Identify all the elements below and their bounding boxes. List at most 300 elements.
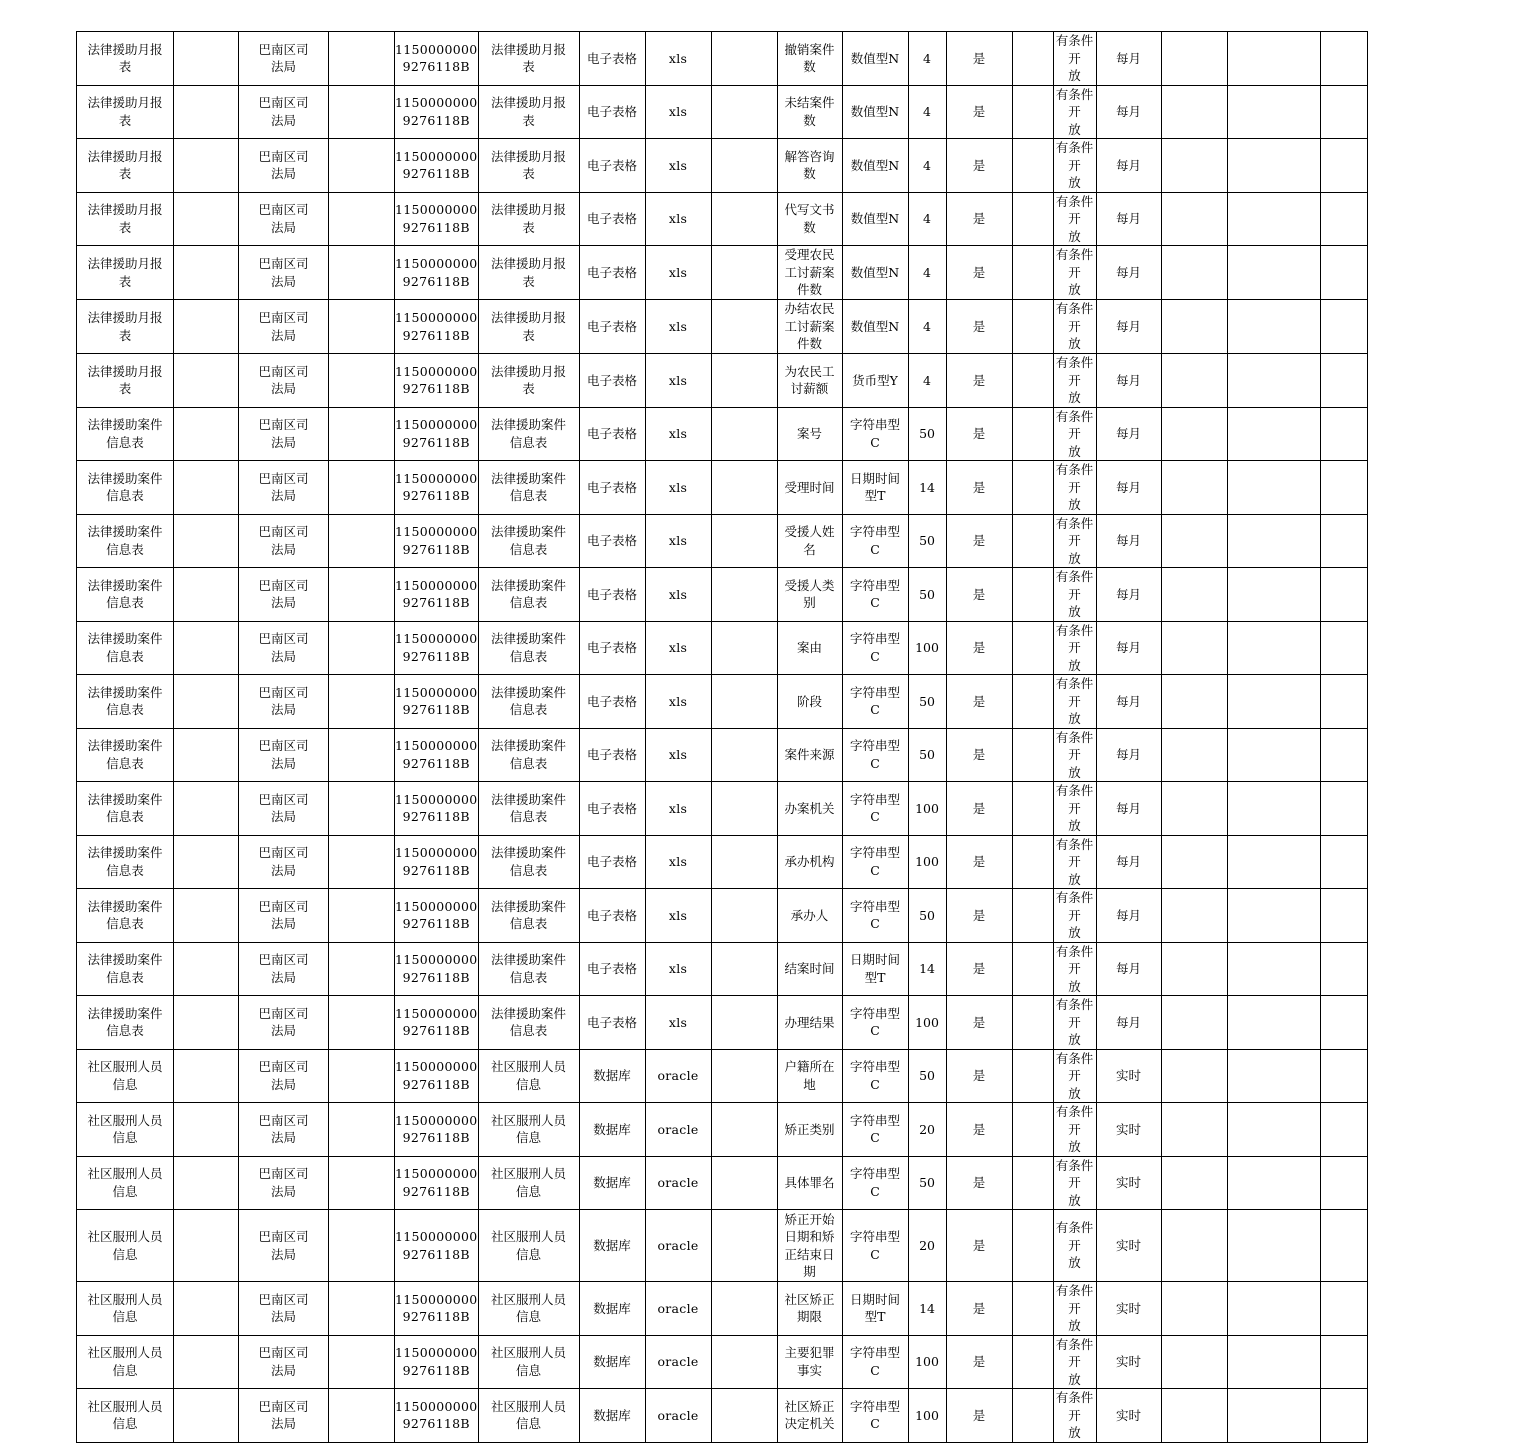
data-type-cell: 字符串型 C xyxy=(842,568,908,622)
unit-code-cell: 1150000000 9276118B xyxy=(395,835,479,889)
empty-cell xyxy=(711,782,777,836)
empty-cell xyxy=(1161,1049,1227,1103)
empty-cell xyxy=(1320,782,1367,836)
provider-unit-cell: 巴南区司 法局 xyxy=(239,1282,329,1336)
data-type-cell: 字符串型 C xyxy=(842,728,908,782)
empty-cell xyxy=(1227,32,1320,86)
table-row xyxy=(77,139,1368,193)
shared-flag-cell: 是 xyxy=(946,192,1012,246)
empty-cell xyxy=(1320,407,1367,461)
empty-cell xyxy=(1012,32,1053,86)
provider-unit-cell: 巴南区司 法局 xyxy=(239,942,329,996)
empty-cell xyxy=(1161,728,1227,782)
format-type-cell: 数据库 xyxy=(579,1210,645,1282)
empty-cell xyxy=(174,889,239,943)
empty-cell xyxy=(1161,32,1227,86)
resource-name-cell: 社区服刑人员 信息 xyxy=(478,1282,579,1336)
directory-name-cell: 法律援助月报 表 xyxy=(77,192,174,246)
empty-cell xyxy=(1320,889,1367,943)
provider-unit-cell: 巴南区司 法局 xyxy=(239,1103,329,1157)
empty-cell xyxy=(329,1049,395,1103)
empty-cell xyxy=(711,1103,777,1157)
resource-name-cell: 法律援助月报 表 xyxy=(478,85,579,139)
provider-unit-cell: 巴南区司 法局 xyxy=(239,621,329,675)
unit-code-cell: 1150000000 9276118B xyxy=(395,461,479,515)
update-cycle-cell: 每月 xyxy=(1096,996,1161,1050)
empty-cell xyxy=(711,728,777,782)
empty-cell xyxy=(329,728,395,782)
empty-cell xyxy=(1012,1389,1053,1443)
shared-flag-cell: 是 xyxy=(946,85,1012,139)
shared-flag-cell: 是 xyxy=(946,889,1012,943)
data-type-cell: 字符串型 C xyxy=(842,889,908,943)
unit-code-cell: 1150000000 9276118B xyxy=(395,1335,479,1389)
table-row xyxy=(77,1210,1368,1282)
open-type-cell: 有条件开 放 xyxy=(1053,835,1096,889)
empty-cell xyxy=(1012,246,1053,300)
empty-cell xyxy=(1012,675,1053,729)
empty-cell xyxy=(1320,461,1367,515)
empty-cell xyxy=(1227,996,1320,1050)
shared-flag-cell: 是 xyxy=(946,246,1012,300)
unit-code-cell: 1150000000 9276118B xyxy=(395,407,479,461)
empty-cell xyxy=(1320,1282,1367,1336)
empty-cell xyxy=(1227,835,1320,889)
format-type-cell: 电子表格 xyxy=(579,192,645,246)
data-item-cell: 解答咨询 数 xyxy=(777,139,842,193)
update-cycle-cell: 实时 xyxy=(1096,1335,1161,1389)
provider-unit-cell: 巴南区司 法局 xyxy=(239,300,329,354)
directory-name-cell: 法律援助案件 信息表 xyxy=(77,621,174,675)
data-length-cell: 50 xyxy=(908,889,946,943)
shared-flag-cell: 是 xyxy=(946,996,1012,1050)
empty-cell xyxy=(1012,728,1053,782)
empty-cell xyxy=(1227,1103,1320,1157)
empty-cell xyxy=(711,514,777,568)
data-item-cell: 户籍所在 地 xyxy=(777,1049,842,1103)
update-cycle-cell: 每月 xyxy=(1096,782,1161,836)
empty-cell xyxy=(1227,1049,1320,1103)
directory-name-cell: 社区服刑人员 信息 xyxy=(77,1210,174,1282)
data-item-cell: 办结农民 工讨薪案 件数 xyxy=(777,300,842,354)
format-type-cell: 电子表格 xyxy=(579,461,645,515)
unit-code-cell: 1150000000 9276118B xyxy=(395,942,479,996)
empty-cell xyxy=(174,1049,239,1103)
unit-code-cell: 1150000000 9276118B xyxy=(395,85,479,139)
resource-name-cell: 社区服刑人员 信息 xyxy=(478,1049,579,1103)
format-cell: oracle xyxy=(645,1210,711,1282)
shared-flag-cell: 是 xyxy=(946,1210,1012,1282)
empty-cell xyxy=(1320,1335,1367,1389)
directory-name-cell: 法律援助案件 信息表 xyxy=(77,782,174,836)
format-type-cell: 数据库 xyxy=(579,1282,645,1336)
format-type-cell: 数据库 xyxy=(579,1335,645,1389)
table-row xyxy=(77,246,1368,300)
empty-cell xyxy=(1012,1156,1053,1210)
empty-cell xyxy=(174,300,239,354)
shared-flag-cell: 是 xyxy=(946,139,1012,193)
empty-cell xyxy=(329,996,395,1050)
empty-cell xyxy=(1161,1210,1227,1282)
update-cycle-cell: 每月 xyxy=(1096,728,1161,782)
shared-flag-cell: 是 xyxy=(946,1335,1012,1389)
update-cycle-cell: 每月 xyxy=(1096,835,1161,889)
data-length-cell: 100 xyxy=(908,1335,946,1389)
shared-flag-cell: 是 xyxy=(946,1156,1012,1210)
empty-cell xyxy=(1227,192,1320,246)
resource-name-cell: 法律援助案件 信息表 xyxy=(478,514,579,568)
data-type-cell: 字符串型 C xyxy=(842,1049,908,1103)
empty-cell xyxy=(711,1049,777,1103)
resource-name-cell: 法律援助案件 信息表 xyxy=(478,942,579,996)
update-cycle-cell: 实时 xyxy=(1096,1282,1161,1336)
data-length-cell: 50 xyxy=(908,675,946,729)
provider-unit-cell: 巴南区司 法局 xyxy=(239,407,329,461)
data-length-cell: 20 xyxy=(908,1210,946,1282)
resource-name-cell: 法律援助案件 信息表 xyxy=(478,835,579,889)
format-cell: xls xyxy=(645,996,711,1050)
empty-cell xyxy=(174,782,239,836)
empty-cell xyxy=(1161,996,1227,1050)
unit-code-cell: 1150000000 9276118B xyxy=(395,139,479,193)
open-type-cell: 有条件开 放 xyxy=(1053,1335,1096,1389)
empty-cell xyxy=(174,85,239,139)
empty-cell xyxy=(1012,514,1053,568)
provider-unit-cell: 巴南区司 法局 xyxy=(239,675,329,729)
data-type-cell: 字符串型 C xyxy=(842,675,908,729)
data-item-cell: 受理时间 xyxy=(777,461,842,515)
empty-cell xyxy=(1227,407,1320,461)
data-type-cell: 货币型Y xyxy=(842,354,908,408)
empty-cell xyxy=(1320,621,1367,675)
empty-cell xyxy=(1320,354,1367,408)
shared-flag-cell: 是 xyxy=(946,782,1012,836)
update-cycle-cell: 每月 xyxy=(1096,407,1161,461)
data-type-cell: 字符串型 C xyxy=(842,996,908,1050)
empty-cell xyxy=(1320,568,1367,622)
update-cycle-cell: 每月 xyxy=(1096,514,1161,568)
open-type-cell: 有条件开 放 xyxy=(1053,1282,1096,1336)
shared-flag-cell: 是 xyxy=(946,514,1012,568)
update-cycle-cell: 实时 xyxy=(1096,1049,1161,1103)
format-cell: xls xyxy=(645,942,711,996)
update-cycle-cell: 每月 xyxy=(1096,461,1161,515)
empty-cell xyxy=(1161,1335,1227,1389)
format-type-cell: 电子表格 xyxy=(579,675,645,729)
resource-name-cell: 法律援助案件 信息表 xyxy=(478,407,579,461)
empty-cell xyxy=(1161,1389,1227,1443)
provider-unit-cell: 巴南区司 法局 xyxy=(239,246,329,300)
empty-cell xyxy=(1161,139,1227,193)
data-length-cell: 14 xyxy=(908,461,946,515)
format-type-cell: 数据库 xyxy=(579,1156,645,1210)
empty-cell xyxy=(174,246,239,300)
format-cell: xls xyxy=(645,675,711,729)
data-type-cell: 数值型N xyxy=(842,32,908,86)
empty-cell xyxy=(329,782,395,836)
data-length-cell: 20 xyxy=(908,1103,946,1157)
empty-cell xyxy=(1320,1156,1367,1210)
empty-cell xyxy=(711,889,777,943)
resource-name-cell: 法律援助案件 信息表 xyxy=(478,621,579,675)
empty-cell xyxy=(1012,354,1053,408)
data-item-cell: 案由 xyxy=(777,621,842,675)
format-type-cell: 电子表格 xyxy=(579,32,645,86)
update-cycle-cell: 实时 xyxy=(1096,1156,1161,1210)
empty-cell xyxy=(329,461,395,515)
empty-cell xyxy=(174,354,239,408)
table-row xyxy=(77,782,1368,836)
empty-cell xyxy=(329,1335,395,1389)
format-cell: xls xyxy=(645,407,711,461)
empty-cell xyxy=(174,675,239,729)
shared-flag-cell: 是 xyxy=(946,407,1012,461)
provider-unit-cell: 巴南区司 法局 xyxy=(239,139,329,193)
resource-name-cell: 法律援助案件 信息表 xyxy=(478,461,579,515)
empty-cell xyxy=(1227,85,1320,139)
shared-flag-cell: 是 xyxy=(946,354,1012,408)
empty-cell xyxy=(1320,32,1367,86)
empty-cell xyxy=(329,246,395,300)
table-row xyxy=(77,1156,1368,1210)
data-item-cell: 阶段 xyxy=(777,675,842,729)
empty-cell xyxy=(1161,461,1227,515)
update-cycle-cell: 每月 xyxy=(1096,675,1161,729)
provider-unit-cell: 巴南区司 法局 xyxy=(239,782,329,836)
open-type-cell: 有条件开 放 xyxy=(1053,85,1096,139)
update-cycle-cell: 每月 xyxy=(1096,942,1161,996)
shared-flag-cell: 是 xyxy=(946,675,1012,729)
data-type-cell: 字符串型 C xyxy=(842,621,908,675)
directory-name-cell: 法律援助月报 表 xyxy=(77,85,174,139)
data-type-cell: 数值型N xyxy=(842,85,908,139)
table-row xyxy=(77,1335,1368,1389)
provider-unit-cell: 巴南区司 法局 xyxy=(239,354,329,408)
format-cell: xls xyxy=(645,192,711,246)
resource-name-cell: 法律援助月报 表 xyxy=(478,246,579,300)
resource-name-cell: 法律援助月报 表 xyxy=(478,354,579,408)
table-row xyxy=(77,1049,1368,1103)
empty-cell xyxy=(329,942,395,996)
data-length-cell: 14 xyxy=(908,1282,946,1336)
shared-flag-cell: 是 xyxy=(946,461,1012,515)
table-row xyxy=(77,996,1368,1050)
empty-cell xyxy=(174,1210,239,1282)
empty-cell xyxy=(1227,300,1320,354)
format-cell: xls xyxy=(645,246,711,300)
data-item-cell: 办案机关 xyxy=(777,782,842,836)
update-cycle-cell: 每月 xyxy=(1096,192,1161,246)
directory-name-cell: 法律援助案件 信息表 xyxy=(77,568,174,622)
empty-cell xyxy=(1161,407,1227,461)
empty-cell xyxy=(329,1389,395,1443)
format-type-cell: 电子表格 xyxy=(579,621,645,675)
empty-cell xyxy=(1012,1335,1053,1389)
empty-cell xyxy=(329,32,395,86)
format-type-cell: 电子表格 xyxy=(579,782,645,836)
directory-name-cell: 法律援助案件 信息表 xyxy=(77,996,174,1050)
data-type-cell: 日期时间 型T xyxy=(842,461,908,515)
update-cycle-cell: 实时 xyxy=(1096,1389,1161,1443)
provider-unit-cell: 巴南区司 法局 xyxy=(239,1049,329,1103)
data-length-cell: 50 xyxy=(908,1156,946,1210)
unit-code-cell: 1150000000 9276118B xyxy=(395,621,479,675)
empty-cell xyxy=(711,32,777,86)
directory-name-cell: 法律援助月报 表 xyxy=(77,32,174,86)
format-cell: oracle xyxy=(645,1156,711,1210)
provider-unit-cell: 巴南区司 法局 xyxy=(239,1156,329,1210)
data-type-cell: 日期时间 型T xyxy=(842,1282,908,1336)
empty-cell xyxy=(174,1282,239,1336)
empty-cell xyxy=(174,139,239,193)
format-type-cell: 电子表格 xyxy=(579,568,645,622)
empty-cell xyxy=(329,300,395,354)
provider-unit-cell: 巴南区司 法局 xyxy=(239,889,329,943)
empty-cell xyxy=(1161,621,1227,675)
provider-unit-cell: 巴南区司 法局 xyxy=(239,192,329,246)
empty-cell xyxy=(1227,1282,1320,1336)
empty-cell xyxy=(1227,139,1320,193)
unit-code-cell: 1150000000 9276118B xyxy=(395,782,479,836)
empty-cell xyxy=(1161,889,1227,943)
data-item-cell: 代写文书 数 xyxy=(777,192,842,246)
format-cell: oracle xyxy=(645,1389,711,1443)
data-type-cell: 字符串型 C xyxy=(842,835,908,889)
empty-cell xyxy=(1227,568,1320,622)
format-type-cell: 电子表格 xyxy=(579,300,645,354)
empty-cell xyxy=(1320,514,1367,568)
format-cell: oracle xyxy=(645,1335,711,1389)
format-cell: oracle xyxy=(645,1049,711,1103)
update-cycle-cell: 每月 xyxy=(1096,139,1161,193)
provider-unit-cell: 巴南区司 法局 xyxy=(239,835,329,889)
open-type-cell: 有条件开 放 xyxy=(1053,354,1096,408)
empty-cell xyxy=(711,996,777,1050)
empty-cell xyxy=(174,32,239,86)
unit-code-cell: 1150000000 9276118B xyxy=(395,1103,479,1157)
empty-cell xyxy=(1161,675,1227,729)
format-type-cell: 数据库 xyxy=(579,1103,645,1157)
empty-cell xyxy=(1161,942,1227,996)
format-cell: oracle xyxy=(645,1282,711,1336)
empty-cell xyxy=(174,407,239,461)
data-type-cell: 数值型N xyxy=(842,139,908,193)
empty-cell xyxy=(711,1335,777,1389)
empty-cell xyxy=(1320,942,1367,996)
resource-name-cell: 社区服刑人员 信息 xyxy=(478,1335,579,1389)
data-type-cell: 字符串型 C xyxy=(842,1210,908,1282)
directory-name-cell: 法律援助案件 信息表 xyxy=(77,942,174,996)
update-cycle-cell: 每月 xyxy=(1096,300,1161,354)
format-cell: xls xyxy=(645,728,711,782)
data-item-cell: 办理结果 xyxy=(777,996,842,1050)
open-type-cell: 有条件开 放 xyxy=(1053,514,1096,568)
data-item-cell: 结案时间 xyxy=(777,942,842,996)
table-row xyxy=(77,942,1368,996)
provider-unit-cell: 巴南区司 法局 xyxy=(239,85,329,139)
unit-code-cell: 1150000000 9276118B xyxy=(395,728,479,782)
empty-cell xyxy=(329,1210,395,1282)
data-length-cell: 50 xyxy=(908,1049,946,1103)
format-cell: xls xyxy=(645,354,711,408)
directory-name-cell: 法律援助案件 信息表 xyxy=(77,514,174,568)
data-item-cell: 矫正开始 日期和矫 正结束日 期 xyxy=(777,1210,842,1282)
data-length-cell: 14 xyxy=(908,942,946,996)
data-type-cell: 数值型N xyxy=(842,192,908,246)
shared-flag-cell: 是 xyxy=(946,942,1012,996)
empty-cell xyxy=(1227,889,1320,943)
data-type-cell: 字符串型 C xyxy=(842,1103,908,1157)
table-row xyxy=(77,354,1368,408)
format-type-cell: 电子表格 xyxy=(579,85,645,139)
empty-cell xyxy=(711,1210,777,1282)
data-length-cell: 100 xyxy=(908,621,946,675)
shared-flag-cell: 是 xyxy=(946,728,1012,782)
unit-code-cell: 1150000000 9276118B xyxy=(395,1156,479,1210)
shared-flag-cell: 是 xyxy=(946,1389,1012,1443)
format-type-cell: 数据库 xyxy=(579,1389,645,1443)
empty-cell xyxy=(1012,192,1053,246)
open-type-cell: 有条件开 放 xyxy=(1053,675,1096,729)
empty-cell xyxy=(329,621,395,675)
table-row xyxy=(77,889,1368,943)
empty-cell xyxy=(1227,1210,1320,1282)
shared-flag-cell: 是 xyxy=(946,300,1012,354)
empty-cell xyxy=(1161,85,1227,139)
data-type-cell: 数值型N xyxy=(842,300,908,354)
open-type-cell: 有条件开 放 xyxy=(1053,32,1096,86)
resource-name-cell: 法律援助案件 信息表 xyxy=(478,889,579,943)
format-type-cell: 电子表格 xyxy=(579,139,645,193)
empty-cell xyxy=(1161,514,1227,568)
directory-name-cell: 法律援助案件 信息表 xyxy=(77,835,174,889)
data-length-cell: 100 xyxy=(908,996,946,1050)
unit-code-cell: 1150000000 9276118B xyxy=(395,889,479,943)
data-type-cell: 日期时间 型T xyxy=(842,942,908,996)
format-cell: xls xyxy=(645,568,711,622)
resource-name-cell: 法律援助月报 表 xyxy=(478,139,579,193)
shared-flag-cell: 是 xyxy=(946,1049,1012,1103)
directory-name-cell: 法律援助案件 信息表 xyxy=(77,675,174,729)
empty-cell xyxy=(329,889,395,943)
data-item-cell: 受援人类 别 xyxy=(777,568,842,622)
provider-unit-cell: 巴南区司 法局 xyxy=(239,461,329,515)
empty-cell xyxy=(174,835,239,889)
data-item-cell: 社区矫正 决定机关 xyxy=(777,1389,842,1443)
resource-name-cell: 法律援助案件 信息表 xyxy=(478,996,579,1050)
empty-cell xyxy=(1320,192,1367,246)
data-length-cell: 4 xyxy=(908,246,946,300)
shared-flag-cell: 是 xyxy=(946,568,1012,622)
table-row xyxy=(77,85,1368,139)
provider-unit-cell: 巴南区司 法局 xyxy=(239,1335,329,1389)
empty-cell xyxy=(1227,621,1320,675)
data-type-cell: 字符串型 C xyxy=(842,1156,908,1210)
data-type-cell: 数值型N xyxy=(842,246,908,300)
data-type-cell: 字符串型 C xyxy=(842,1335,908,1389)
format-cell: xls xyxy=(645,835,711,889)
format-cell: xls xyxy=(645,621,711,675)
resource-name-cell: 社区服刑人员 信息 xyxy=(478,1156,579,1210)
empty-cell xyxy=(711,300,777,354)
empty-cell xyxy=(329,407,395,461)
empty-cell xyxy=(329,835,395,889)
directory-name-cell: 法律援助案件 信息表 xyxy=(77,461,174,515)
data-length-cell: 4 xyxy=(908,32,946,86)
empty-cell xyxy=(1161,835,1227,889)
empty-cell xyxy=(1227,728,1320,782)
directory-name-cell: 社区服刑人员 信息 xyxy=(77,1335,174,1389)
